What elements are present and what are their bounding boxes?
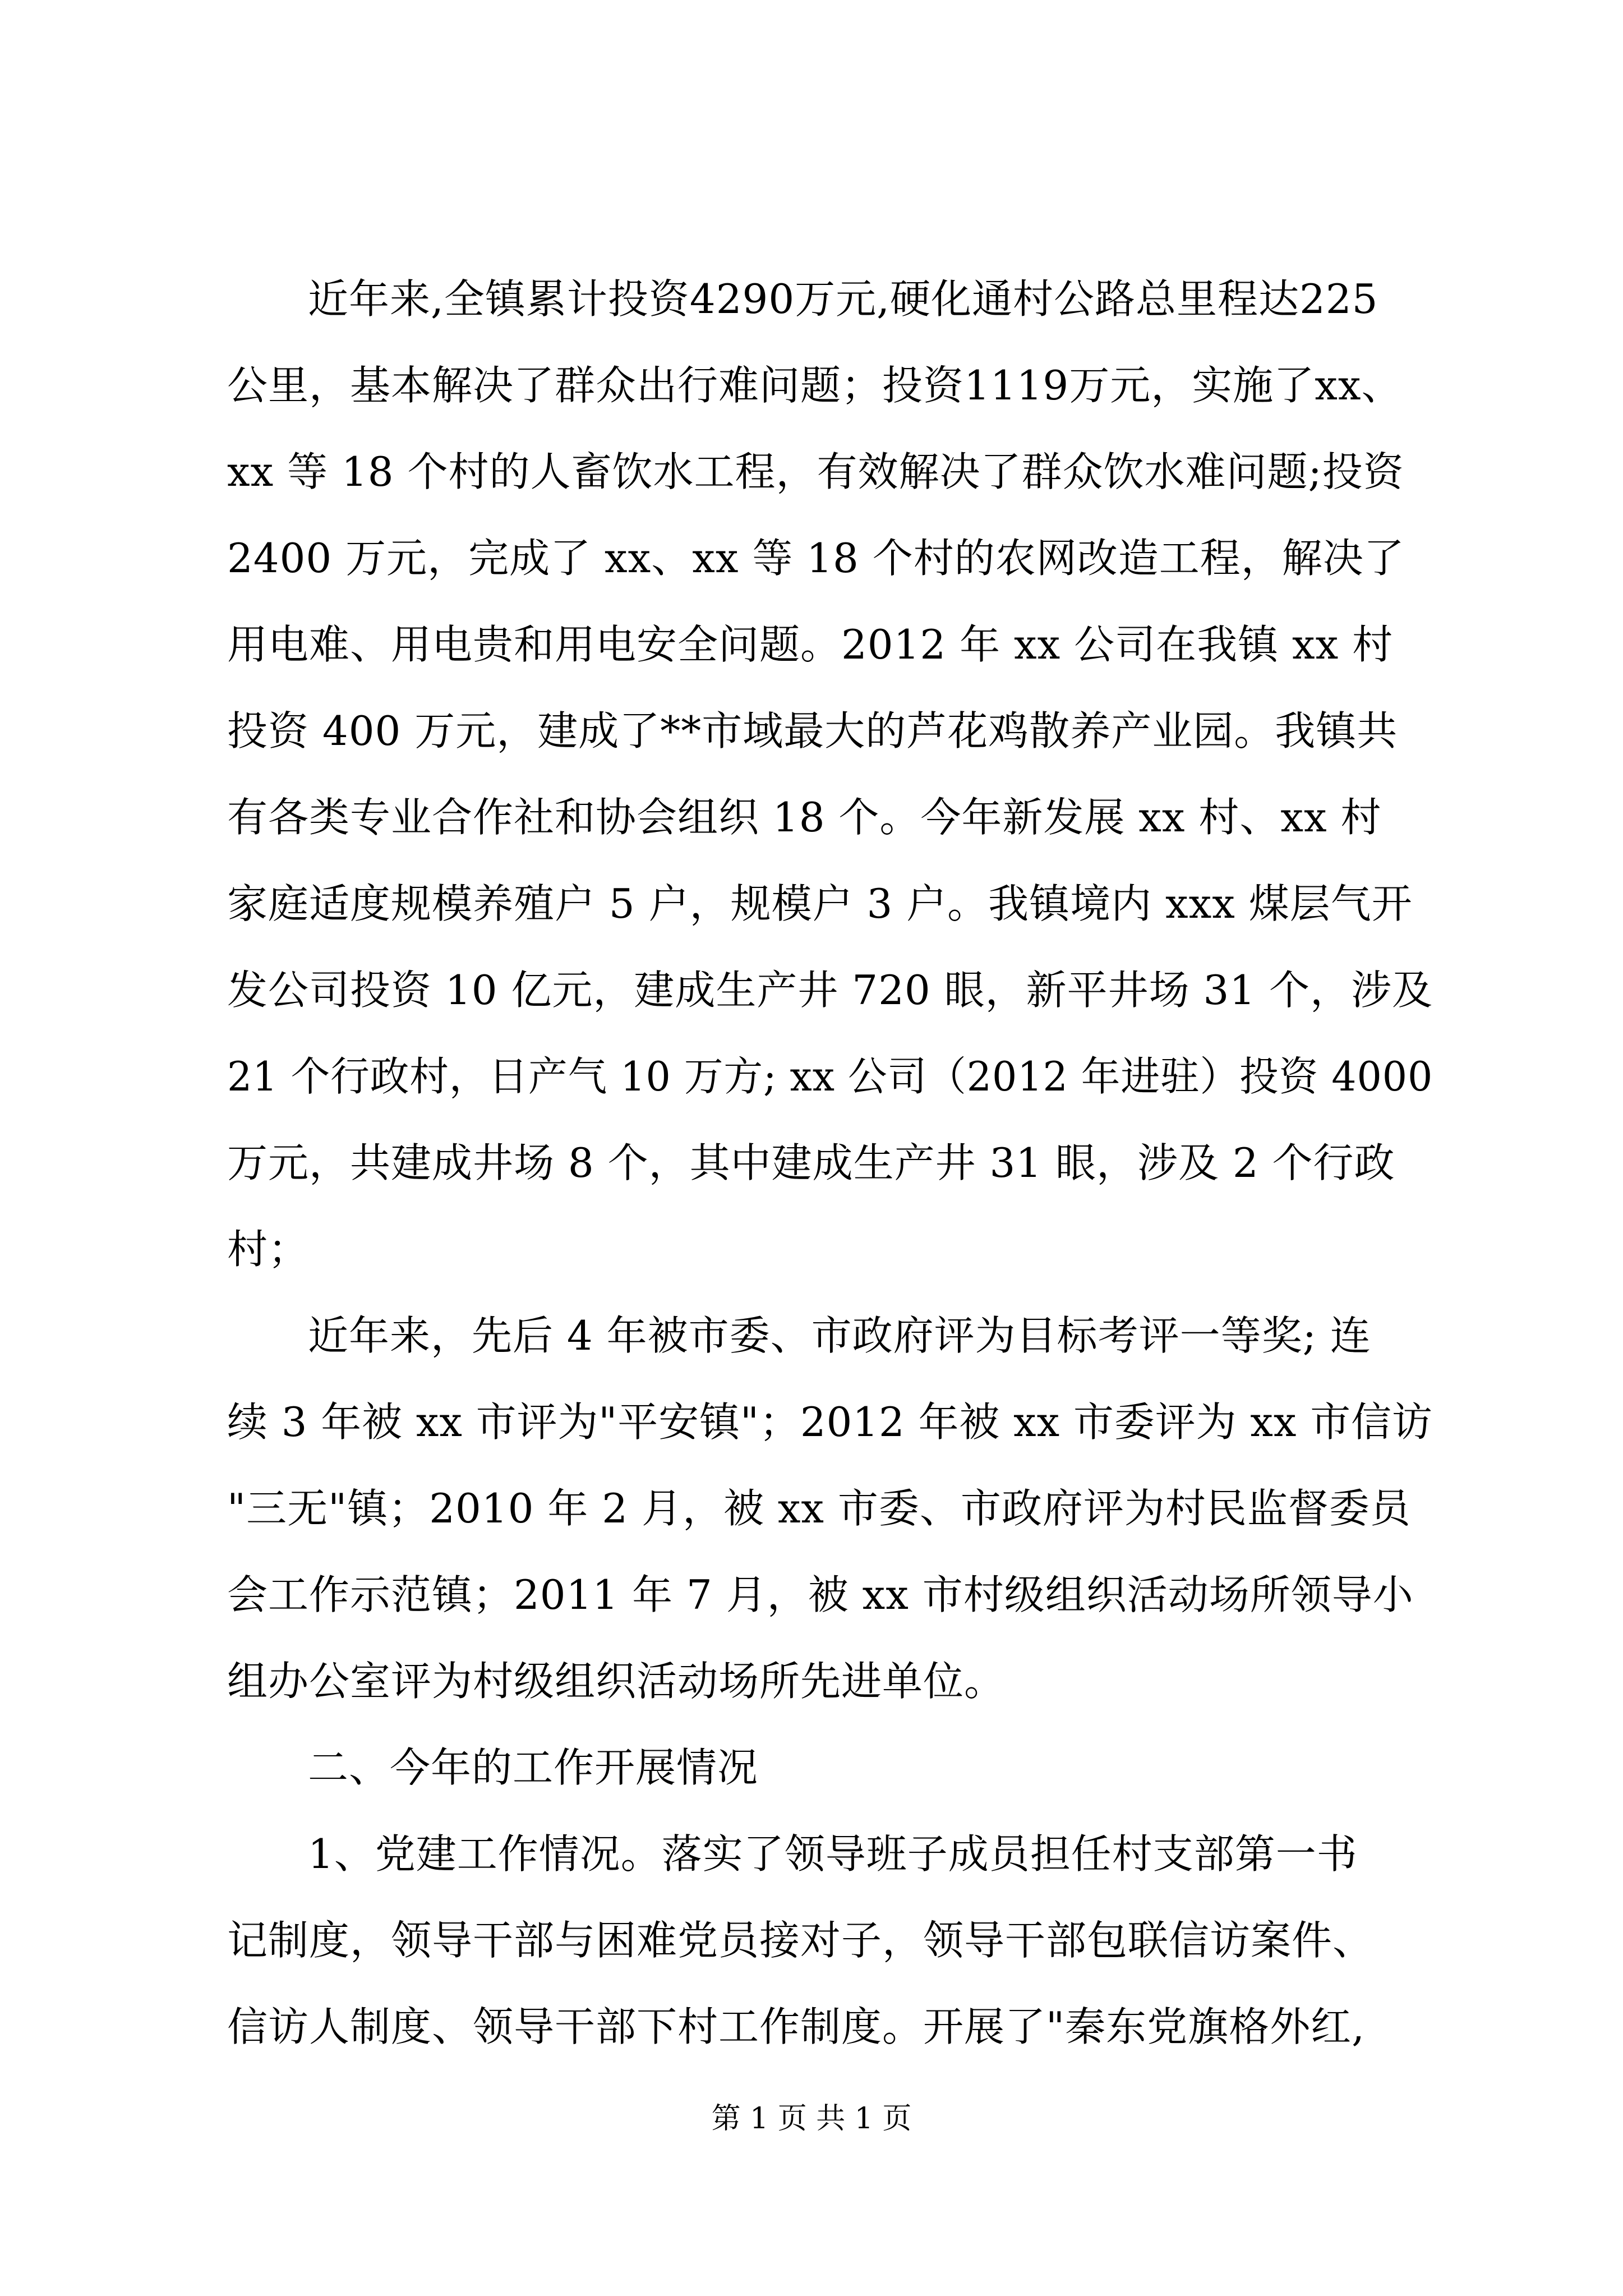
page-number-label: 第 1 页 共 1 页: [711, 2102, 912, 2136]
paragraph-line: 2400 万元，完成了 xx、xx 等 18 个村的农网改造工程，解决了: [227, 535, 1405, 582]
document-body: [227, 256, 1433, 2070]
page-footer: [0, 2099, 1623, 2138]
paragraph-line: 信访人制度、领导干部下村工作制度。开展了"秦东党旗格外红,: [227, 2003, 1366, 2050]
paragraph-line: 会工作示范镇；2011 年 7 月，被 xx 市村级组织活动场所领导小: [227, 1571, 1414, 1618]
paragraph-line: "三无"镇；2010 年 2 月，被 xx 市委、市政府评为村民监督委员: [227, 1485, 1411, 1532]
paragraph-line: 21 个行政村，日产气 10 万方; xx 公司（2012 年进驻）投资 4000: [227, 1053, 1433, 1100]
paragraph-line: 续 3 年被 xx 市评为"平安镇"；2012 年被 xx 市委评为 xx 市信访: [227, 1398, 1433, 1446]
section-heading: 二、今年的工作开展情况: [308, 1744, 759, 1791]
paragraph-line: 用电难、用电贵和用电安全问题。2012 年 xx 公司在我镇 xx 村: [227, 621, 1394, 668]
paragraph-line: 村；: [227, 1226, 310, 1273]
paragraph-line: 记制度，领导干部与困难党员接对子，领导干部包联信访案件、: [227, 1917, 1374, 1964]
paragraph-line: 有各类专业合作社和协会组织 18 个。今年新发展 xx 村、xx 村: [227, 794, 1382, 841]
paragraph-line: 1、党建工作情况。落实了领导班子成员担任村支部第一书: [308, 1830, 1358, 1878]
paragraph-line: 近年来,全镇累计投资4290万元,硬化通村公路总里程达225: [308, 275, 1378, 323]
paragraph-line: 万元，共建成井场 8 个，其中建成生产井 31 眼，涉及 2 个行政: [227, 1139, 1395, 1186]
paragraph-line: 近年来，先后 4 年被市委、市政府评为目标考评一等奖; 连: [308, 1312, 1371, 1359]
paragraph-line: xx 等 18 个村的人畜饮水工程，有效解决了群众饮水难问题;投资: [227, 448, 1404, 495]
paragraph-line: 发公司投资 10 亿元，建成生产井 720 眼，新平井场 31 个，涉及: [227, 967, 1433, 1014]
paragraph-line: 投资 400 万元，建成了**市域最大的芦花鸡散养产业园。我镇共: [227, 707, 1398, 754]
paragraph-line: 家庭适度规模养殖户 5 户，规模户 3 户。我镇境内 xxx 煤层气开: [227, 880, 1413, 927]
paragraph-line: 组办公室评为村级组织活动场所先进单位。: [227, 1658, 1006, 1705]
paragraph-line: 公里，基本解决了群众出行难问题；投资1119万元，实施了xx、: [227, 362, 1403, 409]
